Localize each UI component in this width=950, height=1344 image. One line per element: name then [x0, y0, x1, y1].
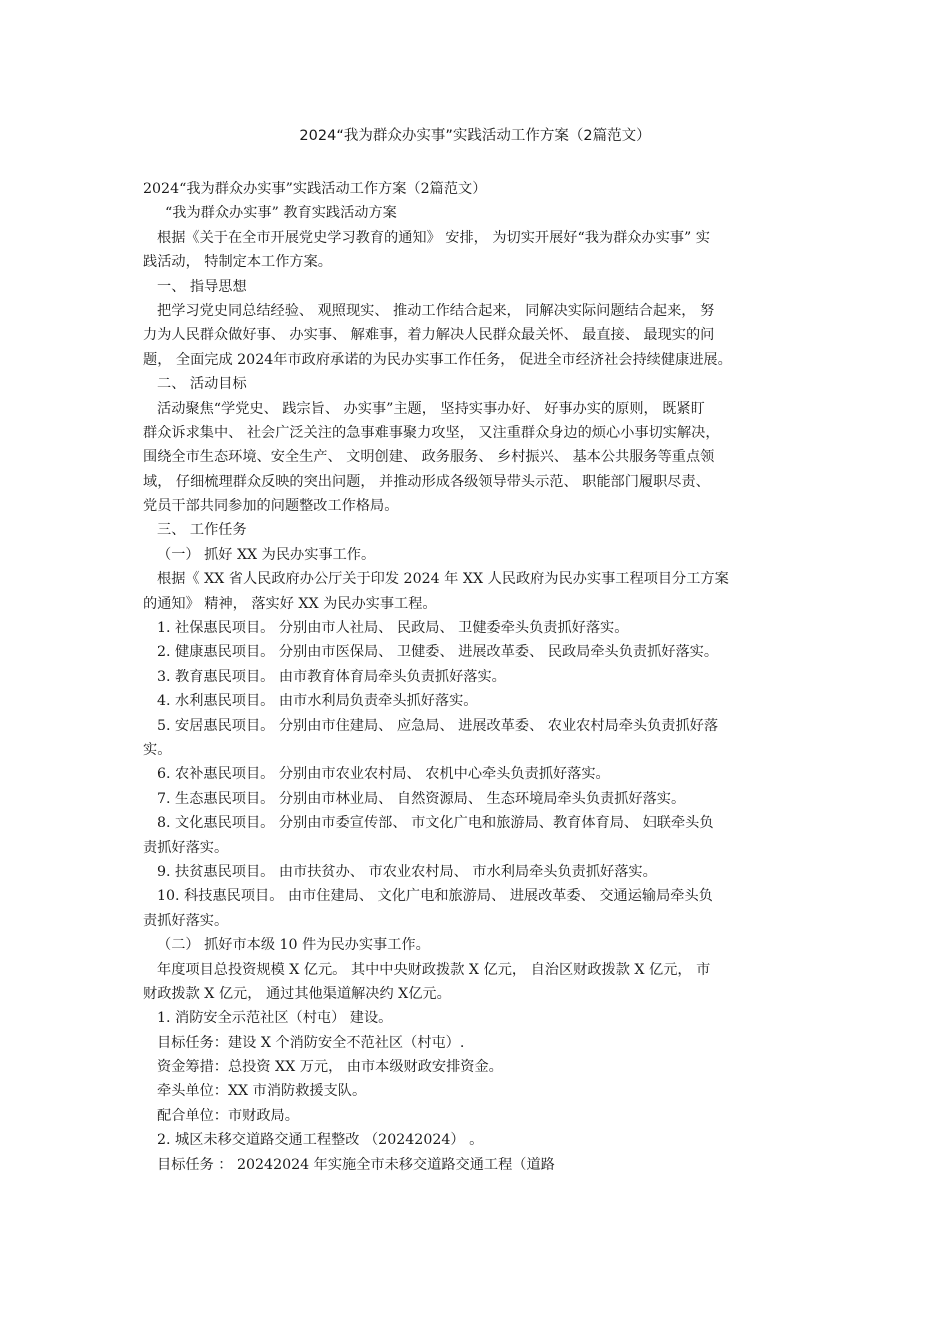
paragraph-line: （二） 抓好市本级 10 件为民办实事工作。 [157, 937, 430, 954]
paragraph-line: 实。 [143, 741, 172, 758]
paragraph-line: 5. 安居惠民项目。 分别由市住建局、 应急局、 进展改革委、 农业农村局牵头负责抓好落 [157, 717, 719, 734]
paragraph-line: 1. 消防安全示范社区（村屯） 建设。 [157, 1010, 393, 1027]
paragraph-line: 根据《 XX 省人民政府办公厅关于印发 2024 年 XX 人民政府为民办实事工程项目分工方案 [157, 571, 729, 588]
paragraph-line: 1. 社保惠民项目。 分别由市人社局、 民政局、 卫健委牵头负责抓好落实。 [157, 620, 629, 637]
paragraph-line: 责抓好落实。 [143, 839, 229, 856]
paragraph-line: 9. 扶贫惠民项目。 由市扶贫办、 市农业农村局、 市水利局牵头负责抓好落实。 [157, 863, 657, 880]
paragraph-line: 8. 文化惠民项目。 分别由市委宣传部、 市文化广电和旅游局、教育体育局、 妇联牵头负 [157, 815, 714, 832]
paragraph-line: 资金筹措：总投资 XX 万元， 由市本级财政安排资金。 [157, 1059, 503, 1076]
paragraph-line: 一、 指导思想 [157, 278, 247, 295]
paragraph-line: 目标任务 ： 20242024 年实施全市未移交道路交通工程（道路 [157, 1156, 555, 1173]
paragraph-line: 2. 城区未移交道路交通工程整改 （20242024） 。 [157, 1132, 484, 1149]
paragraph-line: 二、 活动目标 [157, 376, 247, 393]
paragraph-line: 4. 水利惠民项目。 由市水利局负责牵头抓好落实。 [157, 693, 478, 710]
paragraph-line: 3. 教育惠民项目。 由市教育体育局牵头负责抓好落实。 [157, 668, 506, 685]
paragraph-line: 活动聚焦“学党史、 践宗旨、 办实事”主题， 坚持实事办好、 好事办实的原则， 既紧盯 [157, 400, 705, 417]
paragraph-line: 牵头单位：XX 市消防救援支队。 [157, 1083, 367, 1100]
paragraph-line: 7. 生态惠民项目。 分别由市林业局、 自然资源局、 生态环境局牵头负责抓好落实。 [157, 790, 686, 807]
paragraph-line: 域， 仔细梳理群众反映的突出问题， 并推动形成各级领导带头示范、 职能部门履职尽责、 [143, 473, 710, 490]
document-title: 2024“我为群众办实事”实践活动工作方案（2篇范文） [299, 128, 651, 144]
paragraph-line: 责抓好落实。 [143, 912, 229, 929]
paragraph-line: “我为群众办实事” 教育实践活动方案 [165, 205, 397, 222]
paragraph-line: 年度项目总投资规模 X 亿元。 其中中央财政拨款 X 亿元， 自治区财政拨款 X 亿元， 市 [157, 961, 711, 978]
document-body [143, 177, 808, 1177]
paragraph-line: 践活动， 特制定本工作方案。 [143, 254, 332, 271]
paragraph-line: 群众诉求集中、 社会广泛关注的急事难事聚力攻坚， 又注重群众身边的烦心小事切实解决， [143, 424, 720, 441]
paragraph-line: 题， 全面完成 2024年市政府承诺的为民办实事工作任务， 促进全市经济社会持续健康进展。 [143, 351, 732, 368]
paragraph-line: 的通知》 精神， 落实好 XX 为民办实事工程。 [143, 595, 437, 612]
paragraph-line: 2. 健康惠民项目。 分别由市医保局、 卫健委、 进展改革委、 民政局牵头负责抓好落实。 [157, 644, 719, 661]
paragraph-line: 围绕全市生态环境、安全生产、 文明创建、 政务服务、 乡村振兴、 基本公共服务等重点领 [143, 449, 715, 466]
paragraph-line: 三、 工作任务 [157, 522, 247, 539]
paragraph-line: （一） 抓好 XX 为民办实事工作。 [157, 546, 376, 563]
paragraph-line: 根据《关于在全市开展党史学习教育的通知》 安排， 为切实开展好“我为群众办实事” 实 [157, 229, 710, 246]
paragraph-line: 把学习党史同总结经验、 观照现实、 推动工作结合起来， 同解决实际问题结合起来， 努 [157, 302, 715, 319]
paragraph-line: 2024“我为群众办实事”实践活动工作方案（2篇范文） [143, 181, 487, 197]
paragraph-line: 10. 科技惠民项目。 由市住建局、 文化广电和旅游局、 进展改革委、 交通运输局牵头负 [157, 888, 713, 905]
paragraph-line: 6. 农补惠民项目。 分别由市农业农村局、 农机中心牵头负责抓好落实。 [157, 766, 610, 783]
paragraph-line: 配合单位：市财政局。 [157, 1107, 299, 1124]
paragraph-line: 党员干部共同参加的问题整改工作格局。 [143, 498, 399, 515]
paragraph-line: 力为人民群众做好事、 办实事、 解难事，着力解决人民群众最关怀、 最直接、 最现实的问 [143, 327, 715, 344]
paragraph-line: 财政拨款 X 亿元， 通过其他渠道解决约 X亿元。 [143, 985, 451, 1002]
paragraph-line: 目标任务：建设 X 个消防安全不范社区（村屯）. [157, 1034, 465, 1051]
